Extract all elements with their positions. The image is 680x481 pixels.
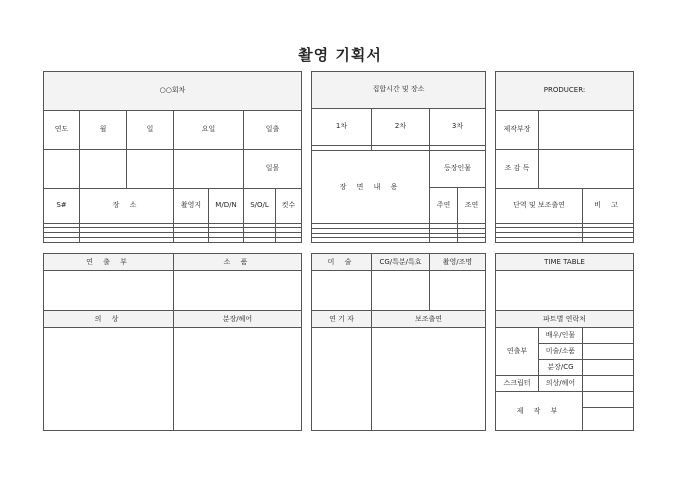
- page-title: 촬영 기획서: [298, 46, 382, 64]
- mdn-label: M/D/N: [209, 188, 244, 223]
- location-label: 장 소: [80, 188, 174, 223]
- direction-label: 연 출 부: [44, 254, 174, 271]
- supporting-label: 조연: [458, 187, 486, 224]
- extras-cast-cell[interactable]: [372, 328, 486, 431]
- table-row: [44, 238, 302, 243]
- second-call-label: 2차: [372, 108, 430, 145]
- extras-label: 단역 및 보조출연: [496, 188, 583, 223]
- actors-cell[interactable]: [312, 328, 372, 431]
- art-cell[interactable]: [312, 271, 372, 311]
- scene-content-label: 장 면 내 용: [312, 150, 430, 224]
- cg-cell[interactable]: [372, 271, 430, 311]
- sunset-label: 일몰: [244, 149, 302, 188]
- production-cell-1[interactable]: [583, 392, 634, 408]
- actor-cast-label: 배우/인물: [539, 328, 583, 344]
- weekday-cell[interactable]: [174, 149, 244, 188]
- year-label: 연도: [44, 110, 80, 149]
- costume-hair-label: 의상/헤어: [539, 376, 583, 392]
- table-row: [312, 238, 486, 243]
- day-cell[interactable]: [127, 149, 174, 188]
- makeup-cell[interactable]: [174, 328, 302, 431]
- production-manager-label: 제작부장: [496, 110, 539, 149]
- costume-hair-cell[interactable]: [583, 376, 634, 392]
- makeup-cg-label: 분장/CG: [539, 360, 583, 376]
- makeup-cg-cell[interactable]: [583, 360, 634, 376]
- props-cell[interactable]: [174, 271, 302, 311]
- makeup-label: 분장/헤어: [174, 311, 302, 328]
- weekday-label: 요일: [174, 110, 244, 149]
- lead-label: 주연: [430, 187, 458, 224]
- production-dept-label: 제 작 부: [496, 392, 583, 431]
- contacts-label: 파트별 연락처: [496, 311, 634, 328]
- day-label: 일: [127, 110, 174, 149]
- direction-cell[interactable]: [44, 271, 174, 311]
- departments-middle-table: [311, 253, 486, 431]
- art-label: 미 술: [312, 254, 372, 271]
- cut-count-label: 컷수: [276, 188, 302, 223]
- timetable-label: TIME TABLE: [496, 254, 634, 271]
- direction-dept-label: 연출부: [496, 328, 539, 376]
- props-label: 소 품: [174, 254, 302, 271]
- production-cell-2[interactable]: [583, 408, 634, 431]
- timetable-cell[interactable]: [496, 271, 634, 311]
- cg-label: CG/특분/특효: [372, 254, 430, 271]
- episode-header: ○○회차: [44, 72, 302, 111]
- gathering-header: 집합시간 및 장소: [312, 72, 486, 109]
- producer-header: PRODUCER:: [496, 72, 634, 111]
- costume-cell[interactable]: [44, 328, 174, 431]
- sunrise-label: 일출: [244, 110, 302, 149]
- sol-label: S/O/L: [244, 188, 276, 223]
- extras-table: [495, 71, 634, 243]
- camera-lighting-label: 촬영/조명: [430, 254, 486, 271]
- actors-label: 연 기 자: [312, 311, 372, 328]
- assistant-director-label: 조 감 독: [496, 149, 539, 188]
- contacts-table: [495, 253, 634, 431]
- shooting-site-label: 촬영지: [174, 188, 209, 223]
- first-call-label: 1차: [312, 108, 372, 145]
- costume-label: 의 상: [44, 311, 174, 328]
- scripter-label: 스크립터: [496, 376, 539, 392]
- month-cell[interactable]: [80, 149, 127, 188]
- table-row: [496, 238, 634, 243]
- assistant-director-cell[interactable]: [539, 149, 634, 188]
- year-cell[interactable]: [44, 149, 80, 188]
- remarks-label: 비 고: [583, 188, 634, 223]
- content-table: [311, 71, 486, 243]
- production-manager-cell[interactable]: [539, 110, 634, 149]
- cast-label: 등장인물: [430, 150, 486, 187]
- extras-cast-label: 보조출연: [372, 311, 486, 328]
- actor-cast-cell[interactable]: [583, 328, 634, 344]
- departments-left-table: [43, 253, 302, 431]
- art-props-cell[interactable]: [583, 344, 634, 360]
- month-label: 월: [80, 110, 127, 149]
- scene-number-label: S#: [44, 188, 80, 223]
- scene-table: [43, 71, 302, 243]
- third-call-label: 3차: [430, 108, 486, 145]
- camera-cell[interactable]: [430, 271, 486, 311]
- art-props-label: 미술/소품: [539, 344, 583, 360]
